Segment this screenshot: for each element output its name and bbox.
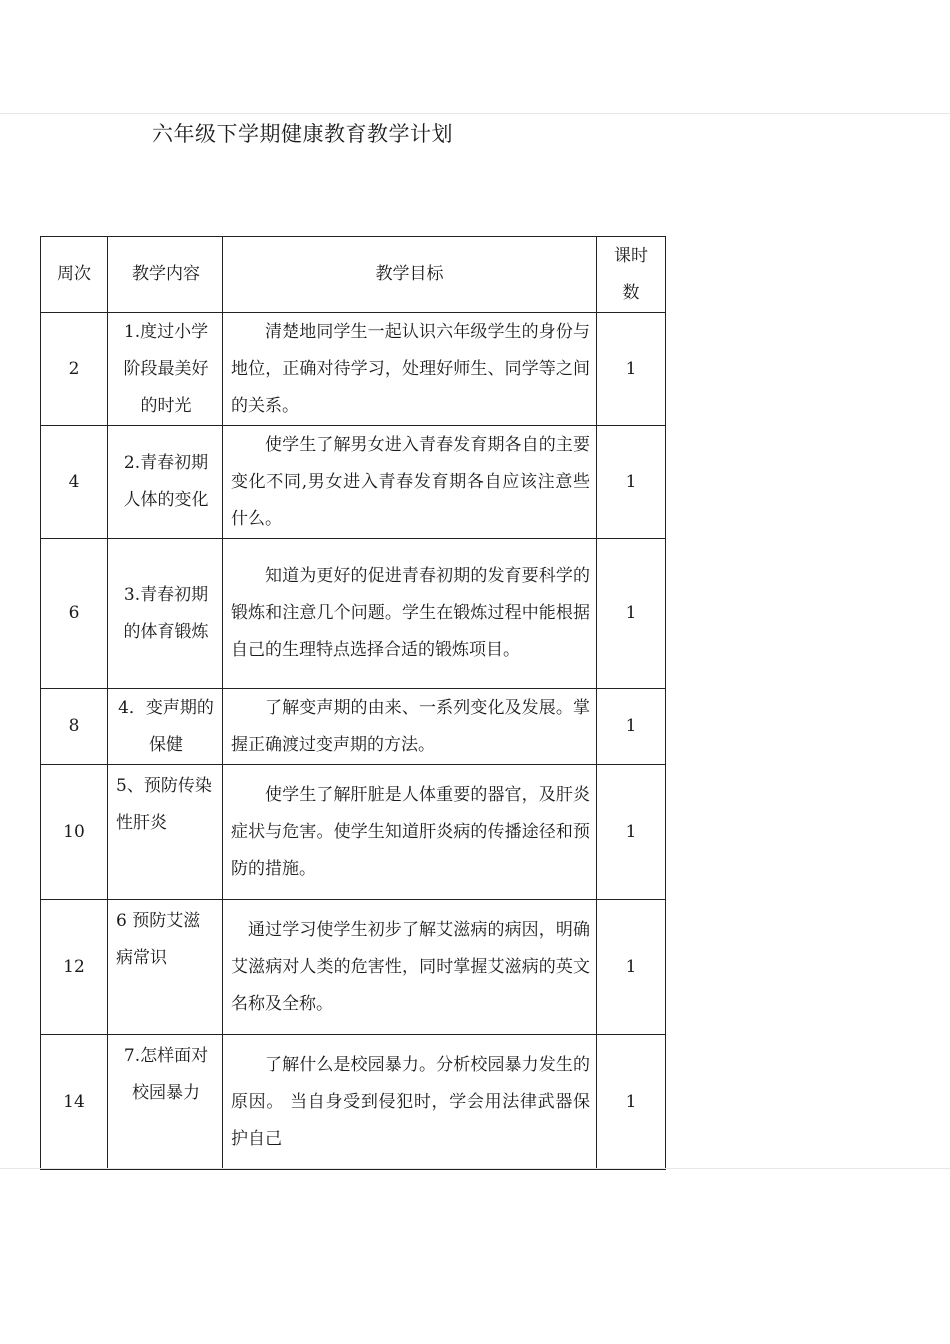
table-row bbox=[41, 900, 666, 1035]
row-goal bbox=[223, 689, 597, 765]
row-week: 6 bbox=[41, 539, 108, 689]
row-goal bbox=[223, 765, 597, 900]
row-goal-text: 知道为更好的促进青春初期的发育要科学的锻炼和注意几个问题。学生在锻炼过程中能根据自己的生理特点选择合适的锻炼项目。 bbox=[231, 566, 590, 660]
row-goal-text: 使学生了解男女进入青春发育期各自的主要变化不同,男女进入青春发育期各自应该注意些什么。 bbox=[231, 434, 590, 529]
table-row bbox=[41, 426, 666, 539]
row-goal-text: 清楚地同学生一起认识六年级学生的身份与地位，正确对待学习，处理好师生、同学等之间的关系。 bbox=[231, 321, 590, 416]
row-week: 10 bbox=[41, 765, 108, 900]
page-bottom-rule bbox=[0, 1168, 950, 1169]
row-goal bbox=[223, 1035, 597, 1170]
row-goal-text: 使学生了解肝脏是人体重要的器官，及肝炎症状与危害。使学生知道肝炎病的传播途径和预防的措施。 bbox=[231, 784, 590, 879]
row-content: 4．变声期的保健 bbox=[108, 689, 223, 765]
table-row bbox=[41, 689, 666, 765]
row-goal bbox=[223, 539, 597, 689]
table-header-row bbox=[41, 237, 666, 313]
table-row bbox=[41, 313, 666, 426]
row-hours: 1 bbox=[597, 1035, 666, 1170]
table-row bbox=[41, 1035, 666, 1170]
row-goal bbox=[223, 900, 597, 1035]
row-goal bbox=[223, 313, 597, 426]
row-hours: 1 bbox=[597, 765, 666, 900]
document-title: 六年级下学期健康教育教学计划 bbox=[152, 122, 453, 146]
row-content: 7.怎样面对校园暴力 bbox=[108, 1035, 223, 1170]
header-content: 教学内容 bbox=[108, 237, 223, 313]
row-hours: 1 bbox=[597, 313, 666, 426]
row-week: 2 bbox=[41, 313, 108, 426]
table-row bbox=[41, 765, 666, 900]
table-row bbox=[41, 539, 666, 689]
header-goal: 教学目标 bbox=[223, 237, 597, 313]
row-content: 6 预防艾滋病常识 bbox=[108, 900, 223, 1035]
header-hours: 课时数 bbox=[597, 237, 666, 313]
header-week: 周次 bbox=[41, 237, 108, 313]
row-goal bbox=[223, 426, 597, 539]
teaching-plan-table bbox=[40, 236, 666, 1170]
row-goal-text: 了解什么是校园暴力。分析校园暴力发生的原因。 当自身受到侵犯时，学会用法律武器保护自己 bbox=[231, 1054, 590, 1149]
row-week: 4 bbox=[41, 426, 108, 539]
row-content: 1.度过小学阶段最美好的时光 bbox=[108, 313, 223, 426]
row-goal-text: 通过学习使学生初步了解艾滋病的病因，明确艾滋病对人类的危害性，同时掌握艾滋病的英文名称及全称。 bbox=[231, 919, 590, 1014]
row-week: 14 bbox=[41, 1035, 108, 1170]
row-goal-text: 了解变声期的由来、一系列变化及发展。掌握正确渡过变声期的方法。 bbox=[231, 697, 590, 755]
page-top-rule bbox=[0, 113, 950, 114]
row-week: 12 bbox=[41, 900, 108, 1035]
row-content: 5、预防传染性肝炎 bbox=[108, 765, 223, 900]
row-week: 8 bbox=[41, 689, 108, 765]
row-hours: 1 bbox=[597, 900, 666, 1035]
row-hours: 1 bbox=[597, 426, 666, 539]
row-content: 2.青春初期人体的变化 bbox=[108, 426, 223, 539]
row-content: 3.青春初期的体育锻炼 bbox=[108, 539, 223, 689]
row-hours: 1 bbox=[597, 539, 666, 689]
row-hours: 1 bbox=[597, 689, 666, 765]
